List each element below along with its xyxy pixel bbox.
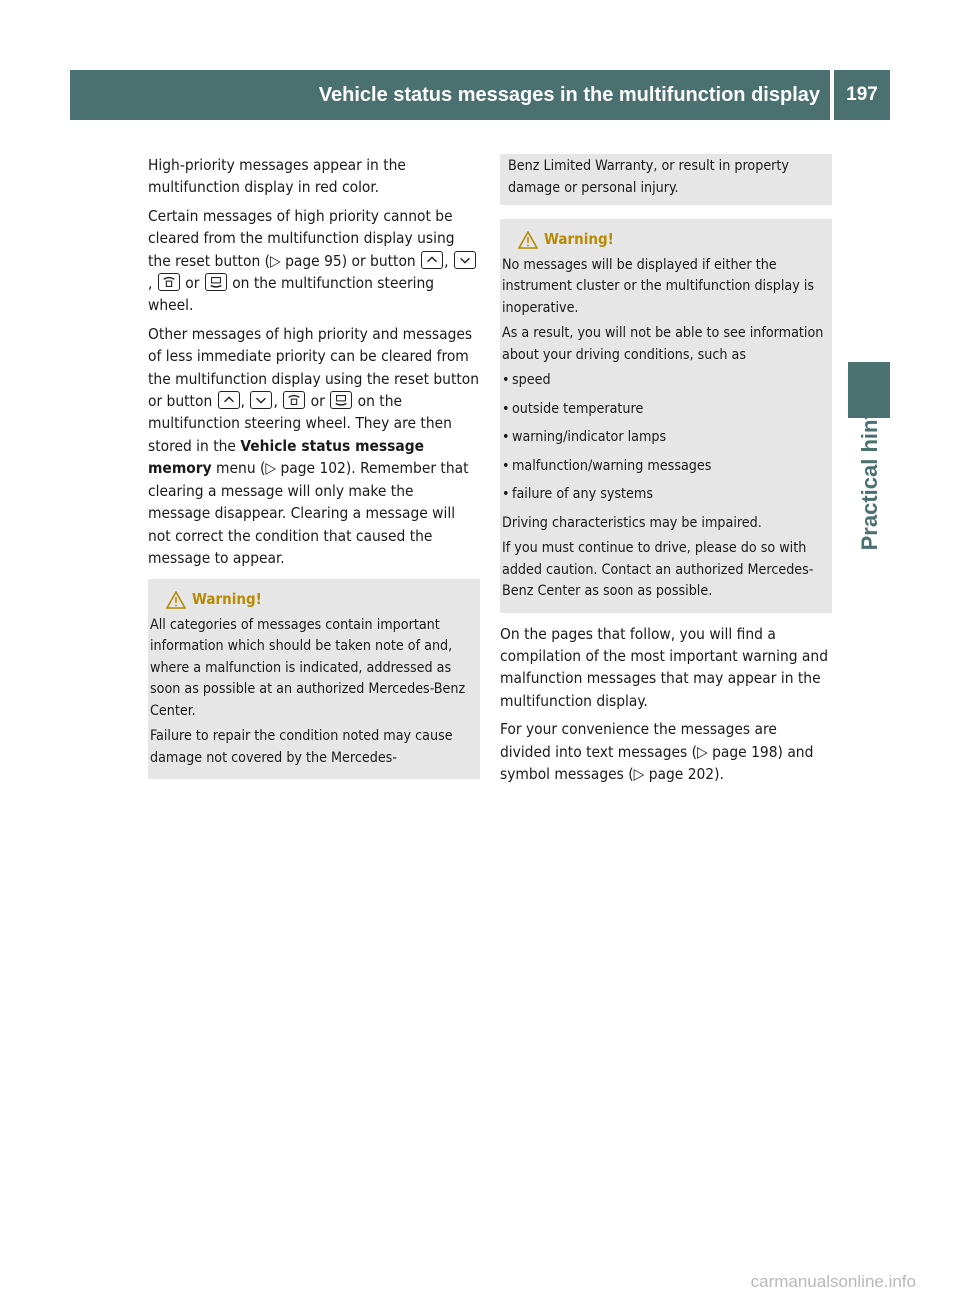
paragraph-compilation: On the pages that follow, you will find a compilation of the most important warning and malfunction messages that may appear in the multifunction display.: [500, 624, 828, 710]
arrow-down-key-icon: [454, 251, 476, 269]
warning-text: Benz Limited Warranty, or result in property damage or personal injury.: [508, 158, 789, 196]
header-title: Vehicle status messages in the multifunction display: [70, 70, 830, 120]
warning-title: Warning!: [544, 230, 614, 248]
warning-text: Driving characteristics may be impaired.: [502, 514, 762, 531]
list-item: • speed: [502, 370, 830, 392]
phone-hangup-key-icon: [205, 273, 227, 291]
text: ,: [273, 392, 278, 411]
right-column: [500, 154, 832, 791]
left-column: [148, 154, 480, 789]
warning-triangle-icon: [166, 591, 186, 609]
page-ref: ▷ page 202: [633, 764, 715, 783]
arrow-up-key-icon: [421, 251, 443, 269]
warning-text: No messages will be displayed if either the instrument cluster or the multifunction display is inoperative.: [502, 256, 815, 316]
page-header: [70, 70, 890, 120]
list-item: • warning/indicator lamps: [502, 427, 830, 449]
text: ,: [444, 251, 449, 270]
text: ) or button: [341, 251, 416, 270]
condition-list: [502, 370, 830, 506]
text: on the multifunction steering wheel. They are then stored in the: [148, 392, 452, 455]
paragraph-high-priority: High-priority messages appear in the multifunction display in red color.: [148, 156, 406, 197]
warning-box-continued: [500, 154, 832, 205]
phone-hangup-key-icon: [330, 391, 352, 409]
warning-text: Failure to repair the condition noted may cause damage not covered by the Mercedes-: [150, 728, 453, 766]
text: ,: [148, 274, 153, 293]
warning-text: All categories of messages contain important information which should be taken note of and, where a malfunction is indicated, addressed as soon as possible at an authorized Mercedes-Benz Center.: [150, 616, 466, 719]
text: ,: [240, 392, 246, 411]
text: ). Remember that clearing a message will only make the message disappear. Clearing a message will not correct the condition that caused the message to appear.: [148, 459, 469, 567]
paragraph-convenience: [500, 718, 832, 785]
list-item: • outside temperature: [502, 399, 830, 421]
warning-heading: [150, 589, 478, 611]
list-item: • failure of any systems: [502, 484, 830, 506]
list-item: • malfunction/warning messages: [502, 456, 830, 478]
arrow-up-key-icon: [218, 391, 240, 409]
text: or: [185, 274, 200, 293]
text: ) and symbol messages (: [500, 742, 814, 783]
phone-pickup-key-icon: [283, 391, 305, 409]
warning-text: As a result, you will not be able to see information about your driving conditions, such as: [502, 325, 824, 363]
page-ref: ▷ page 102: [265, 459, 346, 478]
menu-name: Vehicle status message memory: [148, 436, 425, 478]
text: on the multifunction steering wheel.: [148, 274, 435, 315]
warning-box-inoperative: [500, 219, 832, 613]
footer-watermark: carmanualsonline.info: [750, 1272, 916, 1291]
text: or: [310, 392, 325, 411]
text: For your convenience the messages are divided into text messages (: [500, 720, 777, 761]
paragraph-other-messages: [148, 323, 480, 569]
side-tab: [850, 400, 890, 800]
text: ).: [714, 764, 724, 783]
page-ref: ▷ page 198: [697, 742, 778, 761]
side-tab-label: Practical hints: [857, 400, 882, 551]
warning-heading: [502, 229, 830, 251]
arrow-down-key-icon: [250, 391, 272, 409]
page-ref: ▷ page 95: [270, 251, 342, 270]
warning-title: Warning!: [192, 590, 262, 609]
text: Other messages of high priority and messages of less immediate priority can be cleared from the multifunction display using the reset button or button: [148, 324, 480, 411]
warning-box-messages: [148, 579, 480, 779]
page-number: 197: [834, 70, 890, 120]
text: Certain messages of high priority cannot be cleared from the multifunction display using the reset button (: [148, 206, 455, 270]
text: menu (: [216, 459, 266, 478]
warning-triangle-icon: [518, 231, 538, 249]
warning-text: If you must continue to drive, please do so with added caution. Contact an authorized Mercedes-Benz Center as soon as possible.: [502, 540, 814, 599]
phone-pickup-key-icon: [158, 273, 180, 291]
paragraph-certain-messages: [148, 205, 480, 317]
